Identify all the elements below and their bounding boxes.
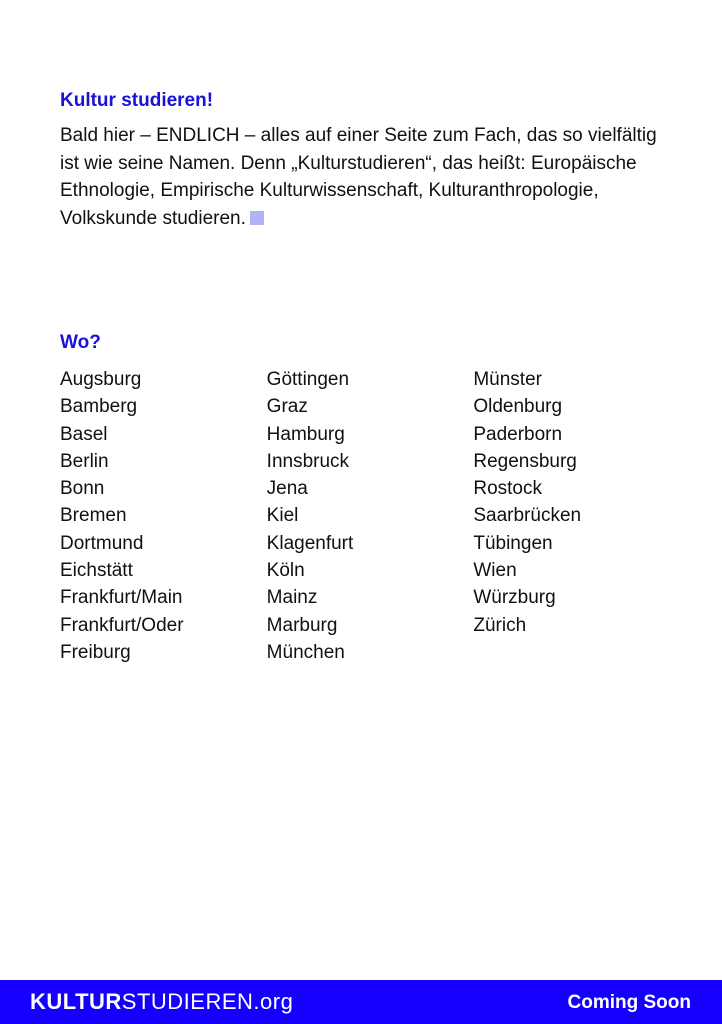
location-item: Rostock: [473, 478, 542, 500]
logo-bold-part: KULTUR: [30, 989, 122, 1014]
intro-heading: Kultur studieren!: [60, 90, 214, 111]
location-item: Graz: [266, 396, 308, 418]
locations-section: [60, 330, 680, 666]
coming-soon-label: Coming Soon: [567, 992, 691, 1013]
location-item: Berlin: [60, 450, 109, 472]
location-item: Basel: [60, 423, 108, 445]
location-item: Tübingen: [473, 532, 553, 554]
locations-column-1: [60, 366, 267, 666]
location-item: Paderborn: [473, 423, 563, 445]
location-item: Frankfurt/Oder: [60, 614, 184, 636]
location-item: Münster: [473, 369, 542, 390]
location-item: Marburg: [266, 614, 338, 636]
location-item: Oldenburg: [473, 396, 563, 418]
location-item: Hamburg: [266, 423, 345, 445]
location-item: Freiburg: [60, 641, 131, 663]
location-item: Augsburg: [60, 369, 142, 390]
location-item: Saarbrücken: [473, 505, 582, 527]
location-item: Regensburg: [473, 450, 577, 472]
locations-column-2: [267, 366, 474, 666]
location-item: München: [266, 641, 345, 663]
location-item: Bonn: [60, 478, 105, 500]
intro-text: Bald hier – ENDLICH – alles auf einer Seite zum Fach, das so vielfältig ist wie seine Namen. Denn „Kulturstudieren“, das heißt: Europäische Ethnologie, Empirische Kulturwissenschaft, Kulturanthropologie, Volkskunde studieren.: [60, 125, 657, 229]
footer-bar: [0, 980, 722, 1024]
location-item: Bremen: [60, 505, 127, 527]
location-item: Kiel: [266, 505, 299, 527]
location-item: Mainz: [266, 587, 318, 609]
location-item: Frankfurt/Main: [60, 587, 183, 609]
location-item: Bamberg: [60, 396, 138, 418]
location-item: Köln: [266, 560, 305, 582]
location-item: Innsbruck: [266, 450, 350, 472]
locations-heading: Wo?: [60, 332, 101, 353]
location-item: Würzburg: [473, 587, 556, 609]
location-item: Dortmund: [60, 532, 144, 554]
location-item: Wien: [473, 560, 517, 582]
site-logo[interactable]: [30, 988, 293, 1016]
location-item: Jena: [266, 478, 308, 500]
location-item: Eichstätt: [60, 560, 133, 582]
logo-light-part: STUDIEREN.org: [121, 989, 294, 1014]
locations-column-3: [473, 366, 680, 666]
square-icon: [250, 211, 264, 225]
intro-paragraph: [60, 122, 660, 232]
intro-section: [60, 88, 660, 232]
location-item: Klagenfurt: [266, 532, 354, 554]
location-item: Zürich: [473, 614, 527, 636]
location-item: Göttingen: [266, 369, 350, 390]
locations-columns: [60, 366, 680, 666]
